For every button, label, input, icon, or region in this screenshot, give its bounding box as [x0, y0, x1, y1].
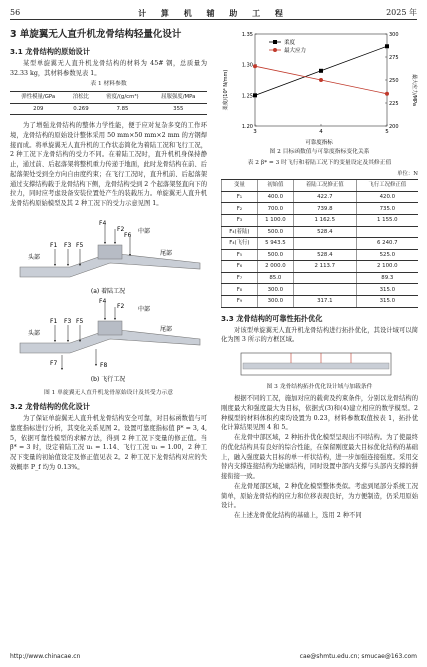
- label-head: 头部: [28, 329, 41, 337]
- paragraph: 在上述龙骨优化结构的基础上，选用 2 种不同: [234, 512, 362, 520]
- legend-item: 最大应力: [284, 48, 307, 54]
- label-f6: F6: [124, 231, 132, 239]
- section-title: 3 单旋翼无人直升机龙骨结构轻量化设计: [10, 29, 182, 40]
- subsection-3-1: 3.1 龙骨结构的原始设计: [10, 46, 90, 56]
- label-f7: F7: [50, 359, 58, 367]
- table-cell: F₃: [222, 215, 258, 227]
- table-row: [222, 226, 419, 238]
- subsection-3-2: 3.2 龙骨结构的优化设计: [10, 401, 90, 411]
- figure-1: [10, 215, 207, 387]
- table-header: 屈服强度/MPa: [150, 92, 207, 103]
- y-tick-label-left: 1.20: [241, 124, 253, 130]
- table1-caption: 表 1 材料参数: [90, 81, 127, 88]
- table-cell: 1 162.5: [293, 215, 356, 227]
- table-cell: 300.0: [257, 295, 293, 307]
- table-header: 泊松比: [67, 92, 96, 103]
- subsection-3-3: 3.3 龙骨结构的可靠性拓扑优化: [221, 313, 323, 323]
- table-cell: 6 240.7: [356, 238, 418, 250]
- table-cell: F₅: [222, 249, 258, 261]
- label-f4: F4: [99, 219, 107, 227]
- label-f5: F5: [76, 241, 84, 249]
- legend-marker-square: [273, 40, 277, 44]
- legend: [269, 38, 306, 54]
- table-cell: F₇: [222, 272, 258, 284]
- table-cell: 2 113.7: [293, 261, 356, 273]
- table-cell: 89.3: [356, 272, 418, 284]
- label-f1: F1: [50, 241, 58, 249]
- label-tail: 尾部: [160, 325, 173, 333]
- table-cell: 0.269: [67, 103, 96, 114]
- subcaption-b: (b) 飞行工况: [90, 375, 126, 383]
- table-cell: 500.0: [257, 249, 293, 261]
- table-row: [222, 203, 419, 215]
- table-cell: 400.0: [257, 191, 293, 203]
- data-point: [253, 93, 257, 97]
- label-head: 头部: [28, 253, 41, 261]
- label-middle: 中部: [138, 305, 151, 313]
- label-f3: F3: [64, 241, 72, 249]
- x-tick-label: 3: [253, 129, 257, 135]
- table-cell: 739.8: [293, 203, 356, 215]
- table-cell: 528.4: [293, 249, 356, 261]
- flight-diagram: [20, 298, 200, 383]
- table-cell: 420.0: [356, 191, 418, 203]
- table-cell: 2 000.0: [257, 261, 293, 273]
- table-cell: F₉: [222, 295, 258, 307]
- page-header: [10, 6, 417, 20]
- paragraph: 对该型单旋翼无人直升机龙骨结构进行拓扑优化，其设计域可以简化为图 3 所示的方框区域。: [221, 326, 418, 344]
- figure1-caption: 图 1 单旋翼无人直升机龙骨原始设计及其受力示意: [43, 389, 174, 396]
- table-cell: 300.0: [257, 284, 293, 296]
- table-cell: 7.85: [95, 103, 149, 114]
- y-tick-label-right: 250: [389, 78, 399, 84]
- label-f4: F4: [99, 297, 107, 305]
- table-cell: [293, 284, 356, 296]
- left-column: [10, 28, 207, 473]
- right-column: [221, 28, 418, 521]
- table-cell: 525.0: [356, 249, 418, 261]
- landing-diagram: [20, 220, 200, 295]
- figure2-caption: 图 2 目标函数值与可靠度指标变化关系: [269, 149, 370, 155]
- table-header: 密度/(g/cm³): [95, 92, 149, 103]
- table-cell: 5 943.5: [257, 238, 293, 250]
- table-row: [222, 249, 419, 261]
- page-number: 56: [10, 8, 21, 17]
- table-cell: F₆: [222, 261, 258, 273]
- x-tick-label: 5: [385, 129, 389, 135]
- table-row: [222, 284, 419, 296]
- label-f2: F2: [117, 302, 125, 310]
- figure3-caption: 图 3 龙骨结构拓扑优化设计域与加载条件: [266, 384, 373, 391]
- table-header: 着陆工况修正值: [293, 180, 356, 192]
- table-cell: [356, 226, 418, 238]
- figure-3: [221, 349, 418, 381]
- keel-diagram: [10, 215, 207, 387]
- table-cell: F₄(着陆): [222, 226, 258, 238]
- table-header: 弹性模量/GPa: [10, 92, 67, 103]
- design-domain: [221, 349, 418, 381]
- year: 2025 年: [386, 8, 417, 17]
- label-middle: 中部: [138, 227, 151, 235]
- variable-table: [221, 179, 418, 307]
- data-point: [319, 78, 323, 82]
- table-cell: 735.0: [356, 203, 418, 215]
- y-tick-label-right: 300: [389, 32, 399, 38]
- data-point: [319, 69, 323, 73]
- footer-email: cae@shmtu.edu.cn; smucae@163.com: [299, 653, 417, 660]
- table-cell: 422.7: [293, 191, 356, 203]
- y-tick-label-left: 1.35: [241, 32, 253, 38]
- label-f8: F8: [100, 361, 108, 369]
- table-cell: 700.0: [257, 203, 293, 215]
- data-point: [253, 64, 257, 68]
- paragraph: 某型单旋翼无人直升机龙骨结构的材料为 45# 钢，总质量为 32.33 kg，其材料参数见表 1。: [10, 59, 207, 77]
- x-tick-label: 4: [319, 129, 323, 135]
- y-axis-right-label: 最大应力/MPa: [411, 74, 417, 106]
- table-cell: 2 100.0: [356, 261, 418, 273]
- data-point: [385, 44, 389, 48]
- table-row: [222, 272, 419, 284]
- table-row: [222, 191, 419, 203]
- journal-name: 计 算 机 辅 助 工 程: [138, 8, 289, 18]
- y-tick-label-right: 225: [389, 101, 399, 107]
- label-f3: F3: [64, 317, 72, 325]
- table-cell: F₂: [222, 203, 258, 215]
- table-row: [222, 261, 419, 273]
- paragraph: 在龙骨尾部区域，2 种优化模型整体类似。考虑到尾部分系统工况简单，原始龙骨结构的应力和位移表现良好，为方便制造，仍采用原始设计。: [221, 482, 418, 510]
- table-cell: 1 100.0: [257, 215, 293, 227]
- paragraph: 在龙骨中部区域，2 种拓扑优化模型呈现出不同结构。为了使最终的优化结构具有良好的综合性能，在保留刚度最大目标优化结构的基础上，融入强度最大目标的单一杆状结构，进一步加强连接强度。采用交替内支撑连接结构为轮廓结构，同时设置中部内支撑与头部内支撑的拼接衔接一致。: [221, 434, 418, 481]
- table-cell: 355: [150, 103, 207, 114]
- label-f5: F5: [76, 317, 84, 325]
- table-cell: F₁: [222, 191, 258, 203]
- label-f1: F1: [50, 317, 58, 325]
- y-tick-label-right: 200: [389, 124, 399, 130]
- y-tick-label-left: 1.30: [241, 62, 253, 69]
- y-axis-left-label: 柔度/(10⁴ N/mm): [223, 69, 229, 111]
- table-cell: 209: [10, 103, 67, 114]
- data-point: [385, 92, 389, 96]
- table-cell: F₈: [222, 284, 258, 296]
- label-tail: 尾部: [160, 249, 173, 257]
- table-row: [222, 295, 419, 307]
- table-cell: [293, 272, 356, 284]
- table-cell: F₄(飞行): [222, 238, 258, 250]
- table-cell: 315.0: [356, 295, 418, 307]
- footer-url: http://www.chinacae.cn: [10, 653, 81, 660]
- figure-2: [221, 28, 418, 146]
- table2-caption: 表 2 β* = 3 时飞行和着陆工况下的变量设定及其修正值: [247, 159, 392, 166]
- table2-unit: 单位：N: [397, 170, 418, 177]
- table-cell: 317.1: [293, 295, 356, 307]
- y-tick-label-left: 1.25: [241, 93, 253, 100]
- subcaption-a: (a) 着陆工况: [90, 287, 126, 295]
- table-row: [222, 215, 419, 227]
- legend-item: 柔度: [284, 40, 296, 46]
- table-cell: 500.0: [257, 226, 293, 238]
- x-axis-label: 可靠度指标: [305, 140, 333, 146]
- table-header: 初始值: [257, 180, 293, 192]
- table-cell: 315.0: [356, 284, 418, 296]
- table-header: 飞行工况修正值: [356, 180, 418, 192]
- paragraph: 根据不同的工况，施加对应的载荷及约束条件，分别以龙骨结构的刚度最大和强度最大为目标，依据式(3)和(4)建立相应的数学模型。2 种模型的材料体积约束均设置为 0.23，材料参数取值按表 1，拓扑优化计算结果见图 4 和 5。: [221, 395, 418, 432]
- paragraph: 为了增强龙骨结构的整体力学性能，便于应对复杂多变的工作环境，龙骨结构的原始设计整体采用 50 mm×50 mm×2 mm 的方钢焊接而成。将单旋翼无人直升机的工作状态简化为着陆工况和飞行工况，2 种工况下龙骨结构的受力不同。在着陆工况时，直升机机身保持静止，通过前、后起落架将整机重力传递于地面，此时龙骨结构在前、后起落架处受到全方向自由度约束；在飞行工况时，直升机前、后起落架通过支撑结构载于龙骨结构下侧，龙骨结构受到 2 个起落架竖直向下的拉力，同时应考虑设备安装位置处产生的装载压力。单旋翼无人直升机龙骨结构原始模型及其 2 种工况下的受力示意见图 1。: [10, 122, 207, 208]
- table-cell: [293, 238, 356, 250]
- reliability-chart: [221, 28, 418, 146]
- legend-marker-circle: [273, 48, 277, 52]
- label-f2: F2: [117, 225, 125, 233]
- table-row: [222, 238, 419, 250]
- paragraph: 为了保证单旋翼无人直升机龙骨结构安全可靠，对目标函数值与可靠度指标进行分析，其变化关系见图 2。设置可靠度指标值 β* = 3, 4, 5，依据可靠性模型的求解方法，得到 2 种工况下变量的修正值。当 β* = 3 时，设定着陆工况 u₁ = 1.14、飞行工况 u₁ = 1.00，2 种工况下变量的初始值设定及修正值见表 2。2 种工况下龙骨结构对应的失效概率 P_f 均为 0.13%。: [10, 415, 207, 471]
- table-header: 变量: [222, 180, 258, 192]
- y-tick-label-right: 275: [389, 55, 399, 61]
- table-cell: 1 155.0: [356, 215, 418, 227]
- material-table: [10, 91, 207, 115]
- table-cell: 85.0: [257, 272, 293, 284]
- table-cell: 528.4: [293, 226, 356, 238]
